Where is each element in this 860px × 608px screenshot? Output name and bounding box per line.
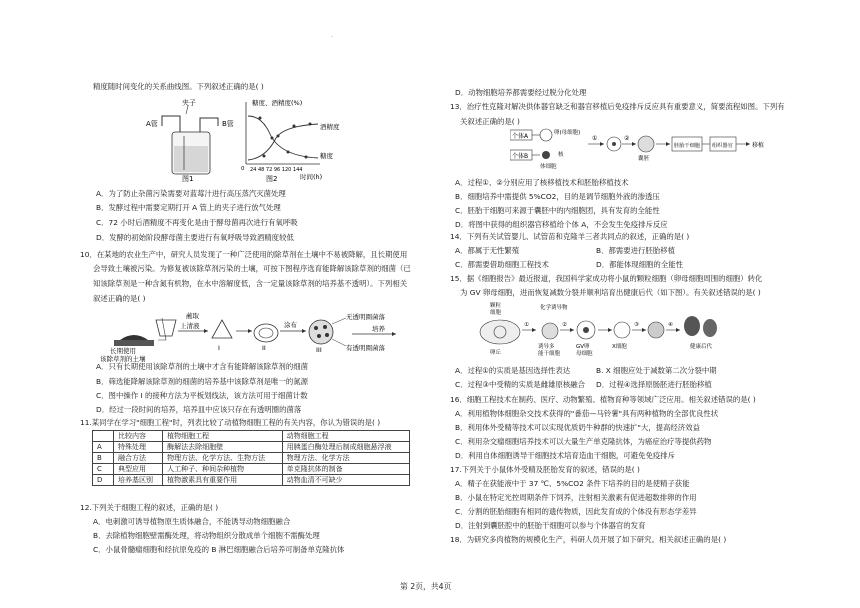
- clip-label: 夹子: [182, 99, 196, 107]
- step-2-marker: ②: [624, 135, 630, 142]
- soil-label-1: 长期使用: [110, 347, 136, 355]
- cumulus-label: 卵丘: [490, 350, 502, 356]
- top-mark: ·: [331, 34, 333, 41]
- q15-option-a: A．过程①的实质是基因选择性表达: [455, 366, 571, 375]
- step-roman-3: III: [316, 346, 322, 354]
- gv-oocyte-label: 母细胞: [576, 351, 593, 357]
- blastocyst-label: 囊胚: [638, 156, 650, 162]
- q12-option-d: D．动物细胞培养都需要经过脱分化处理: [455, 88, 587, 97]
- y-axis-label: 糖度、酒精度(%): [252, 99, 303, 107]
- origin-label: 0: [241, 166, 245, 172]
- donor-a-label: 个体A: [512, 133, 529, 140]
- step-1-marker: ①: [524, 322, 529, 328]
- embryonic-stem-cell-label: 胚胎干细胞: [674, 143, 700, 149]
- q13-stem-line1: 13．治疗性克隆对解决供体器官缺乏和器官移植后免疫排斥反应具有重要意义，简要流程如图。下列有: [450, 102, 785, 111]
- fermentation-figure: [142, 96, 342, 182]
- table-row: [93, 464, 410, 475]
- step-1-marker: ①: [592, 135, 598, 142]
- q11-stem: 11.某同学在学习"细胞工程"时，列表比较了动植物细胞工程的有关内容，你认为错误的是( ): [80, 418, 381, 427]
- donor-b-label: 个体B: [512, 153, 529, 160]
- page-number: 第 2页，共4页: [400, 582, 452, 591]
- q16-option-b: B．利用体外受精等技术可以实现优质奶牛种群的快速扩"大，提高经济效益: [455, 423, 700, 432]
- q9-option-d: D．发酵的初始阶段酵母菌主要进行有氧呼吸导致酒精度较低: [96, 233, 294, 242]
- induced-stem-cell-label: 能干细胞: [538, 351, 561, 357]
- body-cell-label: 体细胞: [540, 164, 557, 170]
- table-cell: 人工种子、种间杂种植物: [163, 464, 283, 475]
- q13-stem-line2: 关叙述正确的是( ): [460, 117, 520, 126]
- q12-option-b: B．去除植物细胞壁需酶处理，将动物组织分散成单个细胞不需酶处理: [93, 531, 320, 540]
- q10-stem-line4: 叙述正确的是( ): [93, 294, 146, 303]
- table-cell: 培养基区别: [114, 475, 163, 486]
- table-cell: B: [93, 453, 114, 464]
- q13-option-d: D．将图中获得的组织器官移植给个体 A，不会发生免疫排斥反应: [455, 220, 668, 229]
- table-cell: 融合方法: [114, 453, 163, 464]
- q17-option-a: A．精子在获能液中于 37 ℃、5%CO2 条件下培养的目的是使精子获能: [455, 479, 690, 488]
- induced-label: 诱导多: [538, 344, 555, 350]
- table-header-cell: 动物细胞工程: [282, 431, 409, 442]
- q9-option-c: C．72 小时后酒精度不再变化是由于酵母菌再次进行有氧呼吸: [96, 218, 298, 227]
- table-row: [93, 475, 410, 486]
- herbicide-screening-figure: [100, 306, 410, 362]
- q17-stem: 17.下列关于小鼠体外受精及胚胎发育的叙述，错误的是( ): [450, 465, 640, 474]
- q15-option-d: D．过程④选择原肠胚进行胚胎移植: [596, 380, 712, 389]
- q13-option-a: A．过程①、②分别应用了核移植技术和胚胎移植技术: [455, 178, 629, 187]
- x-tick-labels: 24 48 72 96 120 144: [250, 167, 303, 173]
- table-cell: 单克隆抗体的制备: [282, 464, 409, 475]
- step-roman-2: II: [262, 344, 266, 352]
- therapeutic-cloning-figure: [510, 126, 770, 172]
- q12-option-c: C．小鼠骨髓瘤细胞和经抗原免疫的 B 淋巴细胞融合后培养可制备单克隆抗体: [93, 545, 345, 554]
- soil-label-2: 该除草剂的土壤: [100, 355, 146, 362]
- q14-option-b: B．都需要进行胚胎移植: [596, 246, 675, 255]
- q14-stem: 14．下列有关试管婴儿、试管苗和克隆羊三者共同点的叙述，正确的是( ): [450, 232, 690, 241]
- q10-stem-line3: 知该除草剂是一种含氮有机物，在水中溶解度低，含一定量该除草剂的培养基不透明）。下列相关: [93, 279, 408, 288]
- q14-option-c: C．都需要借助细胞工程技术: [455, 260, 549, 269]
- q10-option-d: D．经过一段时间的培养，培养皿中应该只存在有透明圈的菌落: [96, 405, 302, 414]
- halo-colony-label: 有透明圈菌落: [346, 344, 385, 352]
- q16-stem: 16．细胞工程技术在制药、医疗、动物繁殖、植物育种等领域广泛应用。相关叙述错误的是( ): [450, 395, 756, 404]
- table-header-cell: 植物细胞工程: [163, 431, 283, 442]
- table-header-cell: 比较内容: [114, 431, 163, 442]
- q14-option-a: A．都属于无性繁殖: [455, 246, 520, 255]
- table-cell: 物理方法、化学方法: [282, 453, 409, 464]
- no-halo-colony-label: 无透明圈菌落: [346, 313, 385, 321]
- egg-label: 卵(母细胞): [554, 130, 581, 136]
- step-2-marker: ②: [562, 322, 567, 328]
- q15-stem-line2: 为 GV 卵母细胞，进而恢复减数分裂并顺利培育出健康后代（如下图）。有关叙述错误的是( ): [460, 288, 761, 297]
- table-row: [93, 442, 410, 453]
- q10-option-c: C．图中操作 I 的接种方法为平板划线法，该方法可用于细菌计数: [96, 391, 308, 400]
- granule-cell-label: 细胞: [490, 310, 502, 316]
- comparison-table: [92, 430, 410, 486]
- q9-stem-continuation: 精度随时间变化的关系曲线图。下列叙述正确的是( ): [93, 82, 264, 91]
- table-header-row: [93, 431, 410, 442]
- q16-option-a: A．利用植物体细胞杂交技术获得的"番茄—马铃薯"具有两种植物的全部优良性状: [455, 409, 719, 418]
- supernatant-label: 上清液: [180, 322, 200, 330]
- table-cell: 酶解法去除细胞壁: [163, 442, 283, 453]
- q14-option-d: D．都能体现细胞的全能性: [596, 260, 683, 269]
- q9-option-b: B．发酵过程中需要定期打开 A 管上的夹子进行放气处理: [96, 203, 281, 212]
- q16-option-c: C．利用杂交瘤细胞培养技术可以大量生产单克隆抗体，为癌症治疗等提供药物: [455, 437, 712, 446]
- gv-label: GV卵: [576, 344, 590, 350]
- table-cell: A: [93, 442, 114, 453]
- figure-1-caption: 图1: [182, 175, 194, 182]
- figure-2-caption: 图2: [266, 175, 278, 182]
- x-cell-label: X细胞: [612, 344, 627, 350]
- q15-option-b: B. X 细胞应处于减数第二次分裂中期: [596, 366, 717, 375]
- q15-stem-line1: 15．据《细胞报告》最近报道，我国科学家成功将小鼠的颗粒细胞（卵母细胞周围的细胞）转化: [450, 274, 763, 283]
- tissue-organ-label: 组织器官: [712, 143, 733, 149]
- granulosa-conversion-figure: [478, 300, 738, 358]
- table-cell: 用胰蛋白酶处理后制成细胞悬浮液: [282, 442, 409, 453]
- q12-stem: 12.下列关于细胞工程的叙述，正确的是( ): [80, 503, 219, 512]
- q13-option-b: B．细胞培养中需提供 5%CO2，目的是调节细胞外液的渗透压: [455, 192, 660, 201]
- sugar-series-label: 糖度: [320, 152, 333, 160]
- q18-stem: 18．为研究多肉植物的规模化生产，科研人员开展了如下研究。相关叙述正确的是( ): [450, 535, 727, 544]
- q13-option-c: C．胚胎干细胞可来源于囊胚中的内细胞团，具有发育的全能性: [455, 206, 660, 215]
- dip-label: 蘸取: [186, 312, 199, 320]
- q12-option-a: A．电刺激可诱导植物原生质体融合，不能诱导动物细胞融合: [93, 517, 291, 526]
- q10-option-a: A．只有长期使用该除草剂的土壤中才含有能降解该除草剂的细菌: [96, 362, 308, 371]
- step-4-marker: ④: [668, 322, 673, 328]
- q17-option-d: D．注射到囊胚腔中的胚胎干细胞可以参与个体器官的发育: [455, 521, 646, 530]
- table-cell: 物理方法、化学方法、生物方法: [163, 453, 283, 464]
- spread-label: 涂布: [284, 321, 297, 329]
- nucleus-label: 核: [558, 152, 564, 158]
- q17-option-c: C．分割的胚胎细胞有相同的遗传物质，因此发育成的个体没有形态学差异: [455, 507, 697, 516]
- step-roman-1: I: [218, 344, 220, 352]
- q10-option-b: B．筛选能降解该除草剂的细菌的培养基中该除草剂是唯一的氮源: [96, 377, 309, 386]
- table-cell: 典型应用: [114, 464, 163, 475]
- table-row: [93, 453, 410, 464]
- culture-label: 培养: [372, 325, 385, 333]
- transplant-label: 移植: [752, 142, 765, 149]
- table-cell: 动物血清不可缺少: [282, 475, 409, 486]
- chemical-inducer-label: 化学诱导物: [540, 305, 568, 311]
- table-cell: D: [93, 475, 114, 486]
- table-cell: 特殊处理: [114, 442, 163, 453]
- b-tube-label: B管: [222, 120, 234, 128]
- q15-option-c: C．过程③中受精的实质是雌雄原核融合: [455, 380, 586, 389]
- table-cell: 植物激素具有重要作用: [163, 475, 283, 486]
- healthy-offspring-label: 健康后代: [690, 344, 713, 350]
- table-cell: C: [93, 464, 114, 475]
- q17-option-b: B．小鼠在特定光控周期条件下饲养，注射相关激素有促进超数排卵的作用: [455, 493, 697, 502]
- alcohol-series-label: 酒精度: [320, 123, 340, 131]
- step-3-marker: ③: [634, 322, 639, 328]
- table-header-cell: [93, 431, 114, 442]
- a-tube-label: A管: [146, 120, 158, 128]
- q16-option-d: D．利用自体细胞诱导干细胞技术培育造血干细胞，可避免免疫排斥: [455, 451, 676, 460]
- q10-stem-line1: 10．在某地的农业生产中，研究人员发现了一种广泛使用的除草剂在土壤中不易被降解，且长期使用: [80, 250, 408, 259]
- q10-stem-line2: 会导致土壤被污染。为修复被该除草剂污染的土壤，可按下图程序选育能降解该除草剂的细菌（已: [93, 264, 411, 273]
- granule-label: 颗粒: [490, 303, 502, 309]
- q9-option-a: A．为了防止杂菌污染需要对蓝莓汁进行高压蒸汽灭菌处理: [96, 189, 286, 198]
- x-axis-label: 时间(h): [300, 173, 323, 181]
